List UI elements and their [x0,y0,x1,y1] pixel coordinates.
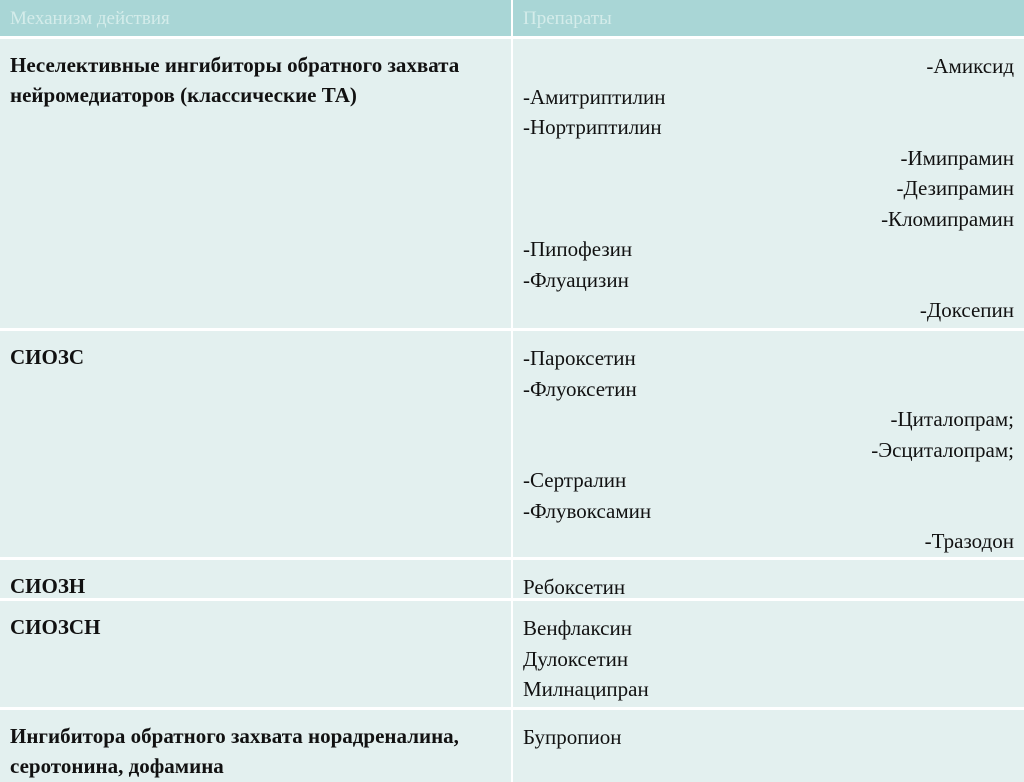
drug-item: Бупропион [523,725,622,749]
row-5-drugs [513,710,1024,782]
drug-item: -Флуоксетин [523,376,637,401]
row-3-mechanism: СИОЗН [0,560,511,598]
drug-item: Венфлаксин [523,616,632,640]
drug-item: -Доксепин [919,298,1014,322]
row-1-drugs [513,39,1024,328]
drug-item: -Пароксетин [523,346,636,370]
drug-item: -Флувоксамин [523,498,652,523]
drug-item: -Сертралин [523,468,627,492]
row-5-mechanism: Ингибитора обратного захвата норадреналина, серотонина, дофамина [0,710,511,782]
drug-item: -Амиксид [926,54,1014,78]
drug-item: -Кломипрамин [881,206,1014,231]
header-mechanism: Механизм действия [0,0,511,36]
drug-item: Дулоксетин [523,646,629,671]
drug-item: -Дезипрамин [896,176,1014,200]
drug-item: -Амитриптилин [523,84,666,109]
drug-item: Милнаципран [523,677,649,701]
row-4-mechanism: СИОЗСН [0,601,511,707]
drug-item: -Тразодон [924,529,1014,553]
row-1-mechanism: Неселективные ингибиторы обратного захвата нейромедиаторов (классические ТА) [0,39,511,328]
drug-item: -Нортриптилин [523,115,662,139]
drug-item: -Имипрамин [900,145,1014,170]
row-3-drugs [513,560,1024,598]
row-2-mechanism: СИОЗС [0,331,511,557]
drug-item: -Пипофезин [523,237,633,261]
row-4-drugs [513,601,1024,707]
header-drugs: Препараты [513,0,1024,36]
drug-item: -Эсциталопрам; [871,437,1014,462]
drug-item: -Флуацизин [523,267,629,292]
drug-item: -Циталопрам; [890,407,1014,431]
drug-item: Ребоксетин [523,575,626,598]
row-2-drugs [513,331,1024,557]
